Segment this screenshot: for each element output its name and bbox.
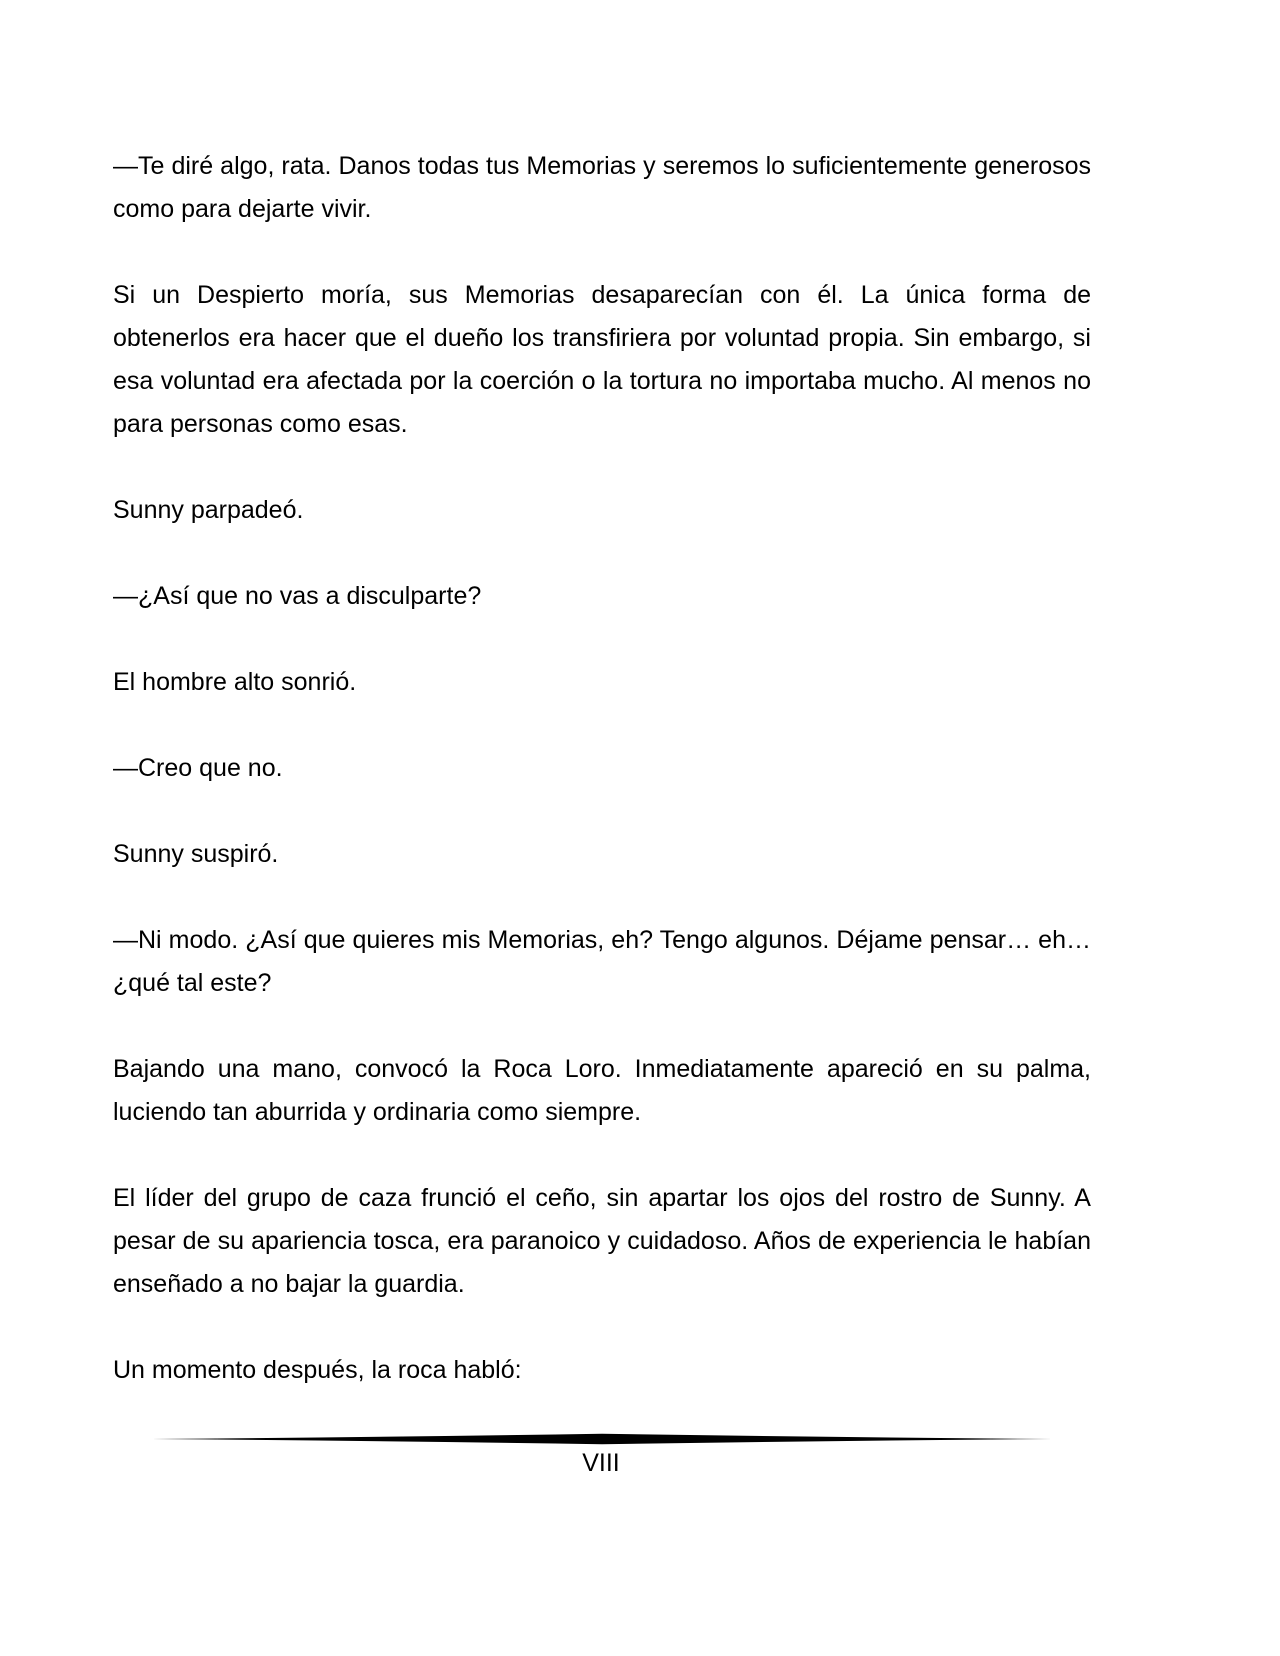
paragraph: —Creo que no. xyxy=(113,754,283,782)
paragraph: —Ni modo. ¿Así que quieres mis Memorias, eh? Tengo algunos. Déjame pensar… eh… ¿qué tal este? xyxy=(113,926,1091,997)
paragraph: El hombre alto sonrió. xyxy=(113,668,357,696)
paragraph: El líder del grupo de caza frunció el ceño, sin apartar los ojos del rostro de Sunny. A pesar de su apariencia tosca, era paranoico y cuidadoso. Años de experiencia le habían enseñado a no bajar la guardia. xyxy=(113,1184,1091,1298)
paragraph: Un momento después, la roca habló: xyxy=(113,1356,522,1384)
paragraph: Sunny parpadeó. xyxy=(113,496,304,524)
paragraph: Si un Despierto moría, sus Memorias desaparecían con él. La única forma de obtenerlos era hacer que el dueño los transfiriera por voluntad propia. Sin embargo, si esa voluntad era afectada por la coerción o la tortura no importaba mucho. Al menos no para personas como esas. xyxy=(113,281,1091,438)
paragraph: Sunny suspiró. xyxy=(113,840,279,868)
paragraph: —Te diré algo, rata. Danos todas tus Memorias y seremos lo suficientemente generosos como para dejarte vivir. xyxy=(113,152,1091,223)
paragraph: —¿Así que no vas a disculparte? xyxy=(113,582,482,610)
body-text xyxy=(113,145,1091,1392)
page-number: VIII xyxy=(582,1449,620,1477)
paragraph: Bajando una mano, convocó la Roca Loro. Inmediatamente apareció en su palma, luciendo tan aburrida y ordinaria como siempre. xyxy=(113,1055,1091,1126)
footer-divider xyxy=(152,1433,1052,1445)
